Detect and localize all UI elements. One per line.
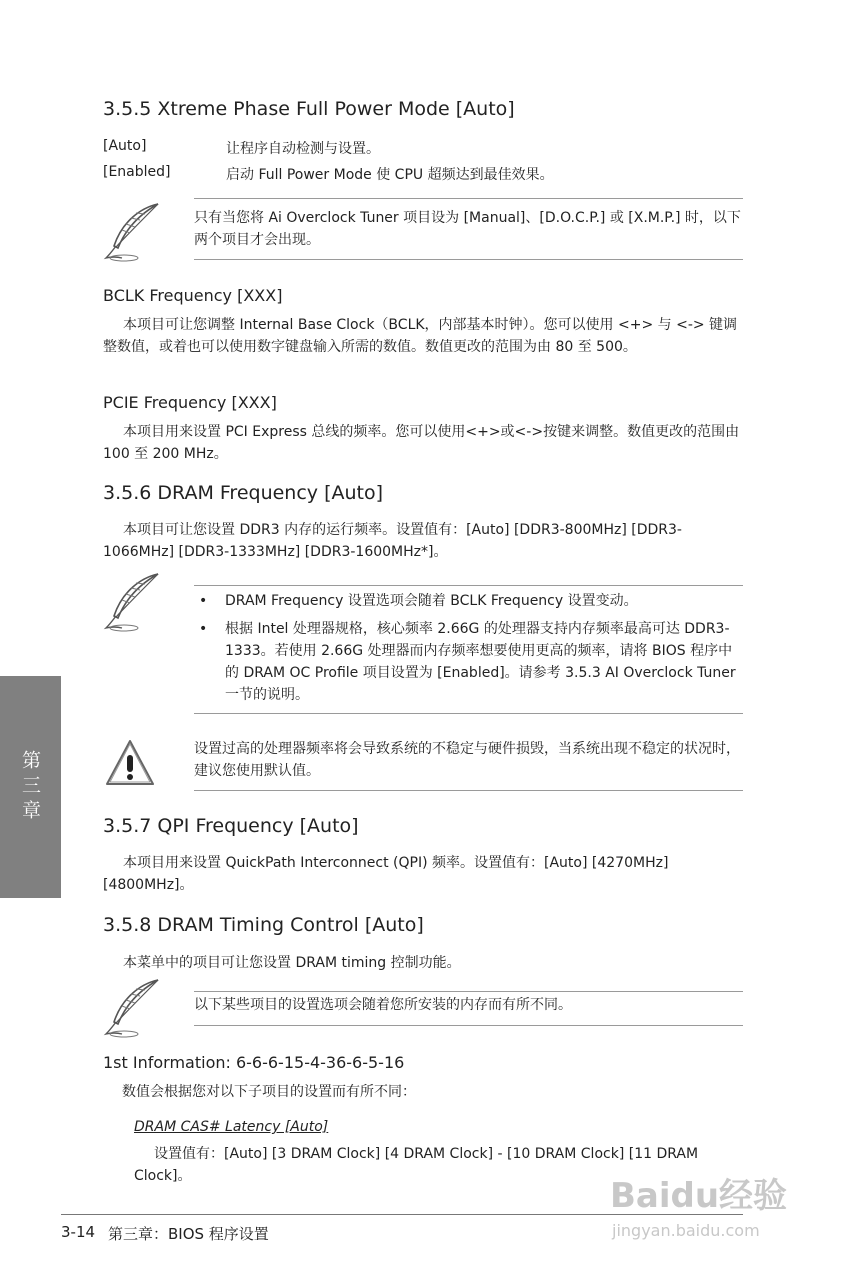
section-heading-356: 3.5.6 DRAM Frequency [Auto] xyxy=(103,482,384,504)
option-key-auto: [Auto] xyxy=(103,138,147,154)
note-text-1: 只有当您将 Ai Overclock Tuner 项目设为 [Manual]、[D.O.C.P.] 或 [X.M.P.] 时，以下两个项目才会出现。 xyxy=(194,210,741,248)
note-text-3: 以下某些项目的设置选项会随着您所安装的内存而有所不同。 xyxy=(194,997,572,1013)
note-bullet-list xyxy=(197,590,743,706)
warning-bottom-rule xyxy=(194,790,743,791)
baidu-watermark-logo: Baidu经验 xyxy=(610,1176,788,1216)
section-heading-355: 3.5.5 Xtreme Phase Full Power Mode [Auto] xyxy=(103,98,515,120)
bclk-body: 本项目可让您调整 Internal Base Clock（BCLK，内部基本时钟）。您可以使用 <+> 与 <-> 键调整数值，或着也可以使用数字键盘输入所需的数值。数值更改的范围为由 80 至 500。 xyxy=(103,317,738,355)
dram-timing-body: 本菜单中的项目可让您设置 DRAM timing 控制功能。 xyxy=(123,955,461,971)
section-heading-357: 3.5.7 QPI Frequency [Auto] xyxy=(103,815,359,837)
qpi-body: 本项目用来设置 QuickPath Interconnect (QPI) 频率。设置值有：[Auto] [4270MHz] [4800MHz]。 xyxy=(103,855,669,893)
dram-frequency-body: 本项目可让您设置 DDR3 内存的运行频率。设置值有：[Auto] [DDR3-800MHz] [DDR3-1066MHz] [DDR3-1333MHz] [DDR3-1600MHz*]。 xyxy=(103,522,682,560)
bullet-text-1: DRAM Frequency 设置选项会随着 BCLK Frequency 设置变动。 xyxy=(225,593,638,609)
note-feather-icon xyxy=(100,976,164,1040)
option-desc-enabled: 启动 Full Power Mode 使 CPU 超频达到最佳效果。 xyxy=(226,167,554,183)
baidu-watermark-url: jingyan.baidu.com xyxy=(612,1221,760,1240)
warning-text: 设置过高的处理器频率将会导致系统的不稳定与硬件损毁，当系统出现不稳定的状况时，建议您使用默认值。 xyxy=(194,741,740,779)
footer-page-number: 3-14 xyxy=(61,1223,96,1241)
bullet-text-2: 根据 Intel 处理器规格，核心频率 2.66G 的处理器支持内存频率最高可达 DDR3-1333。若使用 2.66G 处理器而内存频率想要使用更高的频率，请将 BIOS 程序中的 DRAM OC Profile 项目设置为 [Enabled]。请参考 3.5.3 AI Overclock Tuner 一节的说明。 xyxy=(225,621,736,703)
note-bottom-rule xyxy=(194,259,743,260)
list-item xyxy=(197,590,743,612)
cas-latency-body: 设置值有：[Auto] [3 DRAM Clock] [4 DRAM Clock] - [10 DRAM Clock] [11 DRAM Clock]。 xyxy=(134,1146,699,1184)
info-body: 数值会根据您对以下子项目的设置而有所不同： xyxy=(122,1084,416,1100)
info-heading: 1st Information: 6-6-6-15-4-36-6-5-16 xyxy=(103,1053,405,1072)
note-bottom-rule-2 xyxy=(194,713,743,714)
note-top-rule xyxy=(194,198,743,199)
chapter-side-tab xyxy=(0,676,61,898)
note-feather-icon xyxy=(100,200,164,264)
warning-icon xyxy=(104,738,156,788)
option-desc-auto: 让程序自动检测与设置。 xyxy=(226,141,380,157)
bullet-icon: • xyxy=(199,621,208,637)
bullet-icon: • xyxy=(199,593,208,609)
chapter-tab-label: 第三章 xyxy=(19,749,41,825)
pcie-heading: PCIE Frequency [XXX] xyxy=(103,393,277,412)
list-item xyxy=(197,618,743,706)
note-top-rule-2 xyxy=(194,585,743,586)
note-bottom-rule-3 xyxy=(194,1025,743,1026)
pcie-body: 本项目用来设置 PCI Express 总线的频率。您可以使用<+>或<->按键来调整。数值更改的范围由 100 至 200 MHz。 xyxy=(103,424,740,462)
option-key-enabled: [Enabled] xyxy=(103,164,171,180)
note-feather-icon xyxy=(100,570,164,634)
note-top-rule-3 xyxy=(194,991,743,992)
footer-chapter-title: 第三章：BIOS 程序设置 xyxy=(108,1225,269,1243)
cas-latency-heading: DRAM CAS# Latency [Auto] xyxy=(134,1119,329,1135)
bclk-heading: BCLK Frequency [XXX] xyxy=(103,286,283,305)
section-heading-358: 3.5.8 DRAM Timing Control [Auto] xyxy=(103,914,424,936)
